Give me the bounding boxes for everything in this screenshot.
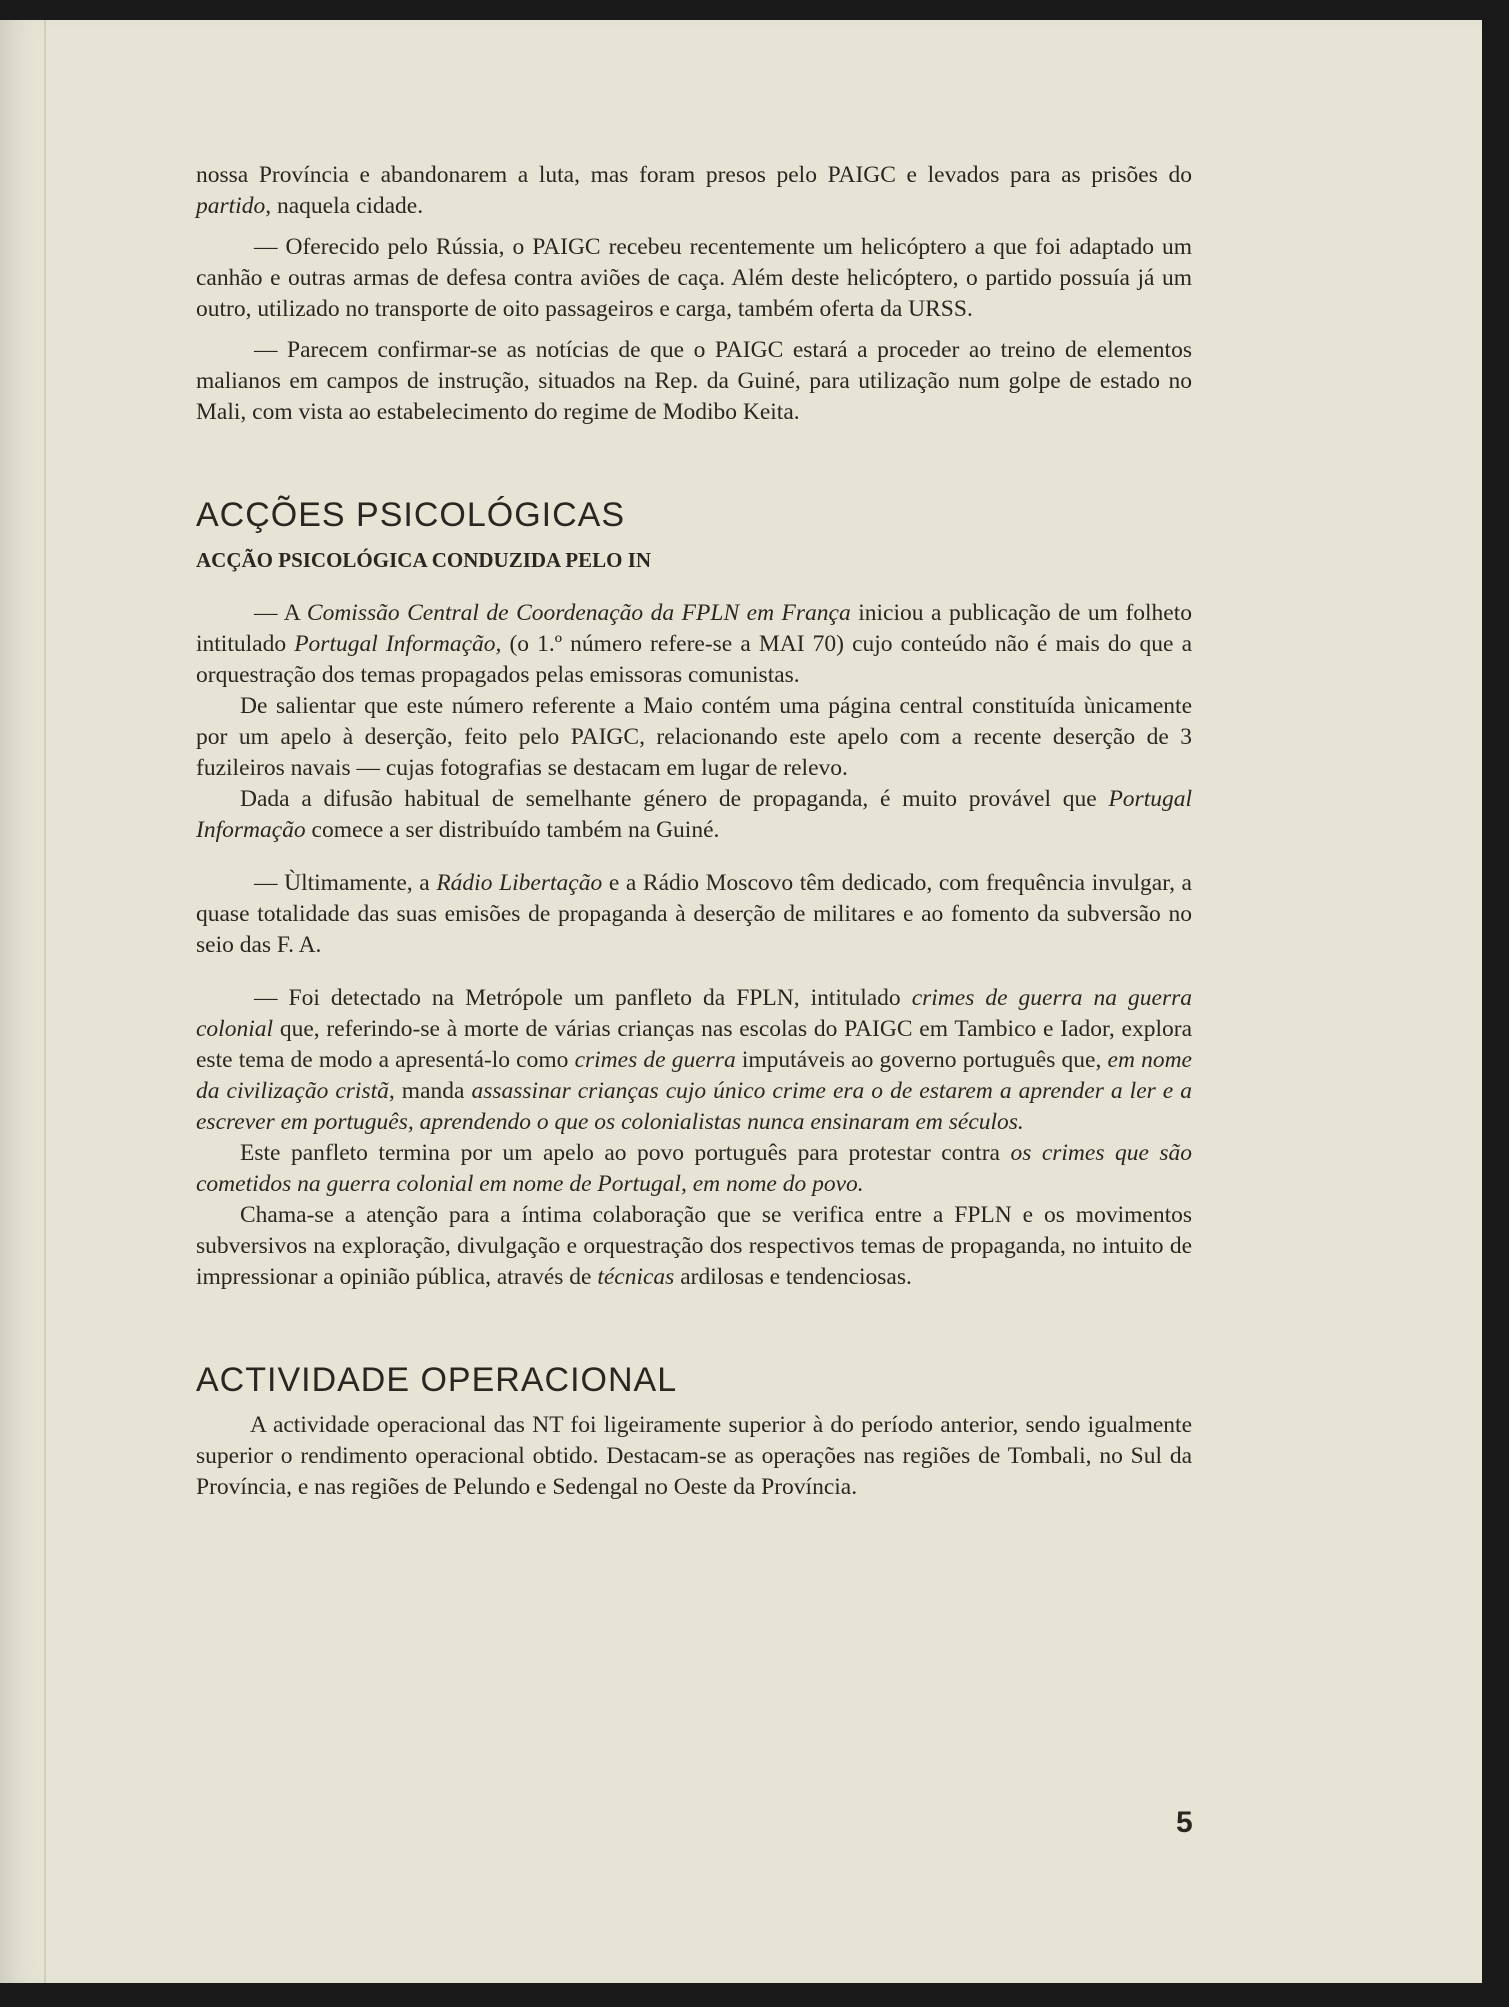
paragraph-fpln-leaflet: — A Comissão Central de Coordenação da FPLN em França iniciou a publicação de um folheto intitulado Portugal Informação, (o 1.º número refere-se a MAI 70) cujo conteúdo não é mais do que a orquestração dos temas propagados pelas emissoras comunistas.	[196, 600, 1193, 688]
paragraph-operational-activity: A actividade operacional das NT foi ligeiramente superior à do período anterior, sendo igualmente superior o rendimento operacional obtido. Destacam-se as operações nas regiões de Tombali, no Sul da Província, e nas regiões de Pelundo e Sedengal no Oeste da Província.	[196, 1412, 1192, 1500]
paragraph-malian-training: — Parecem confirmar-se as notícias de que o PAIGC estará a proceder ao treino de elementos malianos em campos de instrução, situados na Rep. da Guiné, para utilização num golpe de estado no Mali, com vista ao estabelecimento do regime de Modibo Keita.	[196, 337, 1192, 425]
paragraph-war-crimes-pamphlet: — Foi detectado na Metrópole um panfleto da FPLN, intitulado crimes de guerra na guerra colonial que, referindo-se à morte de várias crianças nas escolas do PAIGC em Tambico e Iador, explora este tema de modo a apresentá-lo como crimes de guerra imputáveis ao governo português que, em nome da civilização cristã, manda assassinar crianças cujo único crime era o de estarem a aprender a ler e a escrever em português, aprendendo o que os colonialistas nunca ensinaram em séculos.	[196, 985, 1193, 1135]
paragraph-distribution: Dada a difusão habitual de semelhante género de propaganda, é muito provável que Portugal Informação comece a ser distribuído também na Guiné.	[196, 786, 1192, 843]
paragraph-helicopter: — Oferecido pelo Rússia, o PAIGC recebeu recentemente um helicóptero a que foi adaptado um canhão e outras armas de defesa contra aviões de caça. Além deste helicóptero, o partido possuía já um outro, utilizado no transporte de oito passageiros e carga, também oferta da URSS.	[196, 234, 1192, 322]
paragraph-continuation: nossa Província e abandonarem a luta, mas foram presos pelo PAIGC e levados para as prisões do partido, naquela cidade.	[196, 162, 1192, 219]
paragraph-desertion-appeal: De salientar que este número referente a Maio contém uma página central constituída ùnicamente por um apelo à deserção, feito pelo PAIGC, relacionando este apelo com a recente deserção de 3 fuzileiros navais — cujas fotografias se destacam em lugar de relevo.	[196, 693, 1192, 781]
paragraph-pamphlet-appeal: Este panfleto termina por um apelo ao povo português para protestar contra os crimes que são cometidos na guerra colonial em nome de Portugal, em nome do povo.	[196, 1140, 1193, 1197]
section-heading-psychological: ACÇÕES PSICOLÓGICAS	[196, 496, 625, 534]
paragraph-radio: — Ùltimamente, a Rádio Libertação e a Rádio Moscovo têm dedicado, com frequência invulgar, a quase totalidade das suas emisões de propaganda à deserção de militares e ao fomento da subversão no seio das F. A.	[196, 870, 1192, 958]
subheading-psychological-action: ACÇÃO PSICOLÓGICA CONDUZIDA PELO IN	[196, 548, 652, 572]
document-page	[0, 20, 1482, 1983]
section-heading-operational: ACTIVIDADE OPERACIONAL	[196, 1361, 678, 1399]
page-number: 5	[1176, 1806, 1193, 1839]
page-fold-shadow	[44, 20, 46, 1983]
page-body	[196, 160, 1192, 1503]
paragraph-collaboration: Chama-se a atenção para a íntima colaboração que se verifica entre a FPLN e os movimentos subversivos na exploração, divulgação e orquestração dos respectivos temas de propaganda, no intuito de impressionar a opinião pública, através de técnicas ardilosas e tendenciosas.	[196, 1202, 1192, 1290]
